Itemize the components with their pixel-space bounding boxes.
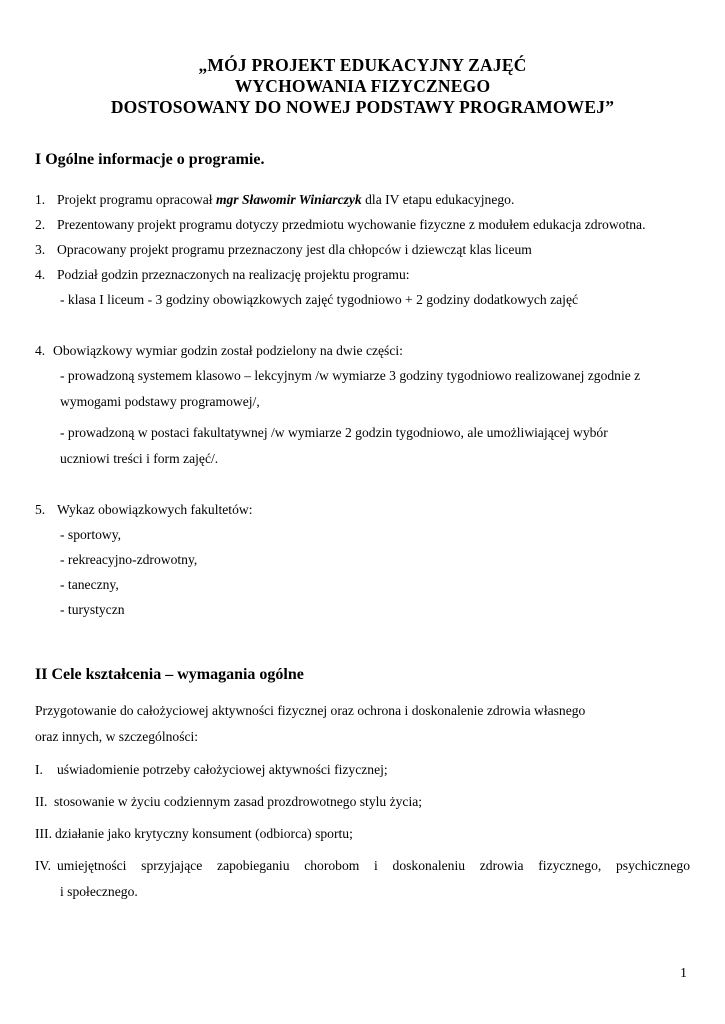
list-number: 5.	[35, 502, 46, 517]
list-number: 4.	[35, 343, 46, 358]
faculty-item: - rekreacyjno-zdrowotny,	[60, 552, 198, 567]
list-item-text: Projekt programu opracował	[57, 192, 216, 207]
author-name: mgr Sławomir Winiarczyk	[215, 192, 362, 207]
list-number: 4.	[35, 267, 46, 282]
list-number: 2.	[35, 217, 46, 232]
list-item-4b: Obowiązkowy wymiar godzin został podzielony na dwie części:	[53, 343, 403, 358]
section-2-intro-line-1: Przygotowanie do całożyciowej aktywności fizycznej oraz ochrona i doskonalenie zdrowia własnego	[35, 703, 586, 718]
section-2-heading: II Cele kształcenia – wymagania ogólne	[35, 666, 304, 683]
document-title-line-1: „MÓJ PROJEKT EDUKACYJNY ZAJĘĆ	[198, 55, 527, 75]
section-2-intro-line-2: oraz innych, w szczególności:	[35, 729, 199, 744]
faculty-item: - sportowy,	[60, 527, 122, 542]
list-item-1	[57, 192, 514, 208]
goal-item-1: uświadomienie potrzeby całożyciowej aktywności fizycznej;	[57, 762, 388, 777]
roman-number: IV.	[35, 858, 51, 873]
page-number: 1	[680, 966, 687, 981]
section-1-heading: I Ogólne informacje o programie.	[35, 151, 265, 168]
list-item-4-sub: - klasa I liceum - 3 godziny obowiązkowych zajęć tygodniowo + 2 godziny dodatkowych zajęć	[60, 292, 579, 307]
list-item-3: Opracowany projekt programu przeznaczony jest dla chłopców i dziewcząt klas liceum	[57, 242, 532, 257]
roman-number: I.	[35, 762, 43, 777]
roman-number: II.	[35, 794, 48, 809]
faculty-item: - turystyczn	[60, 602, 125, 617]
document-title-line-2: WYCHOWANIA FIZYCZNEGO	[234, 76, 491, 96]
roman-number: III.	[35, 826, 52, 841]
goal-item-3: działanie jako krytyczny konsument (odbiorca) sportu;	[55, 826, 353, 841]
list-item-4b-sub1-line1: - prowadzoną systemem klasowo – lekcyjnym /w wymiarze 3 godziny tygodniowo realizowanej zgodnie z	[60, 368, 641, 383]
list-number: 1.	[35, 192, 46, 207]
list-item-2: Prezentowany projekt programu dotyczy przedmiotu wychowanie fizyczne z modułem edukacja zdrowotna.	[57, 217, 646, 232]
faculty-item: - taneczny,	[60, 577, 119, 592]
list-item-text: dla IV etapu edukacyjnego.	[361, 192, 515, 207]
list-item-4b-sub2-line1: - prowadzoną w postaci fakultatywnej /w wymiarze 2 godzin tygodniowo, ale umożliwiającej wybór	[60, 425, 608, 440]
list-item-5: Wykaz obowiązkowych fakultetów:	[57, 502, 253, 517]
list-item-4: Podział godzin przeznaczonych na realizację projektu programu:	[57, 267, 410, 282]
list-item-4b-sub2-line2: uczniowi treści i form zajęć/.	[60, 451, 219, 466]
list-number: 3.	[35, 242, 46, 257]
goal-item-4-line-2: i społecznego.	[60, 884, 138, 899]
document-title-line-3: DOSTOSOWANY DO NOWEJ PODSTAWY PROGRAMOWEJ”	[110, 97, 615, 117]
goal-item-4-line-1: umiejętności sprzyjające zapobieganiu chorobom i doskonaleniu zdrowia fizycznego, psychicznego	[57, 858, 690, 873]
list-item-4b-sub1-line2: wymogami podstawy programowej/,	[60, 394, 260, 409]
goal-item-2: stosowanie w życiu codziennym zasad prozdrowotnego stylu życia;	[54, 794, 423, 809]
